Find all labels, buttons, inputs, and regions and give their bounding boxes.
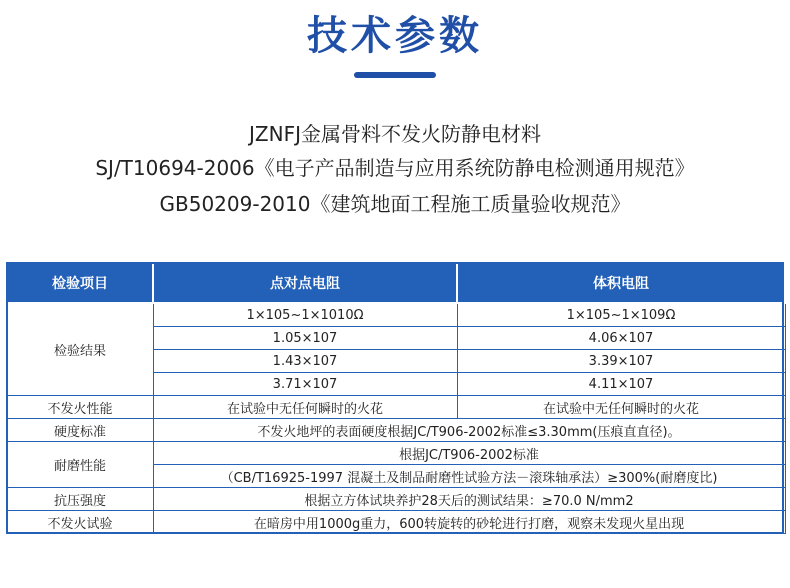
table-row bbox=[7, 303, 785, 327]
table-row bbox=[7, 511, 785, 534]
table-row bbox=[7, 396, 785, 419]
p2p-result-3: 1.43×107 bbox=[153, 350, 457, 373]
wear-value-2: （CB/T16925-1997 混凝土及制品耐磨性试验方法－滚珠轴承法）≥300%(耐磨度比) bbox=[153, 465, 785, 488]
volume-result-3: 3.39×107 bbox=[457, 350, 785, 373]
row-label-test-result: 检验结果 bbox=[7, 303, 153, 396]
header-volume-resistance: 体积电阻 bbox=[457, 263, 785, 303]
standard-line-1: JZNFJ金属骨料不发火防静电材料 bbox=[249, 122, 541, 146]
volume-result-2: 4.06×107 bbox=[457, 327, 785, 350]
spec-table bbox=[6, 262, 786, 534]
no-spark-p2p: 在试验中无任何瞬时的火花 bbox=[153, 396, 457, 419]
title-underline bbox=[354, 72, 436, 78]
hardness-value: 不发火地坪的表面硬度根据JC/T906-2002标准≤3.30mm(压痕直直径)。 bbox=[153, 419, 785, 442]
volume-result-1: 1×105~1×109Ω bbox=[457, 303, 785, 327]
header-point-to-point: 点对点电阻 bbox=[153, 263, 457, 303]
table-header-row bbox=[7, 263, 785, 303]
table-row bbox=[7, 419, 785, 442]
no-spark-volume: 在试验中无任何瞬时的火花 bbox=[457, 396, 785, 419]
standard-line-3: GB50209-2010《建筑地面工程施工质量验收规范》 bbox=[159, 192, 631, 216]
row-label-wear: 耐磨性能 bbox=[7, 442, 153, 488]
table-row bbox=[7, 442, 785, 465]
table-row bbox=[7, 488, 785, 511]
p2p-result-4: 3.71×107 bbox=[153, 373, 457, 396]
row-label-compressive: 抗压强度 bbox=[7, 488, 153, 511]
standard-line-2: SJ/T10694-2006《电子产品制造与应用系统防静电检测通用规范》 bbox=[95, 156, 695, 180]
row-label-spark-test: 不发火试验 bbox=[7, 511, 153, 534]
volume-result-4: 4.11×107 bbox=[457, 373, 785, 396]
wear-value-1: 根据JC/T906-2002标准 bbox=[153, 442, 785, 465]
p2p-result-2: 1.05×107 bbox=[153, 327, 457, 350]
spark-test-value: 在暗房中用1000g重力，600转旋转的砂轮进行打磨，观察未发现火星出现 bbox=[153, 511, 785, 534]
header-test-item: 检验项目 bbox=[7, 263, 153, 303]
row-label-no-spark: 不发火性能 bbox=[7, 396, 153, 419]
page-title: 技术参数 bbox=[307, 13, 483, 59]
row-label-hardness: 硬度标准 bbox=[7, 419, 153, 442]
p2p-result-1: 1×105~1×1010Ω bbox=[153, 303, 457, 327]
compressive-value: 根据立方体试块养护28天后的测试结果：≥70.0 N/mm2 bbox=[153, 488, 785, 511]
